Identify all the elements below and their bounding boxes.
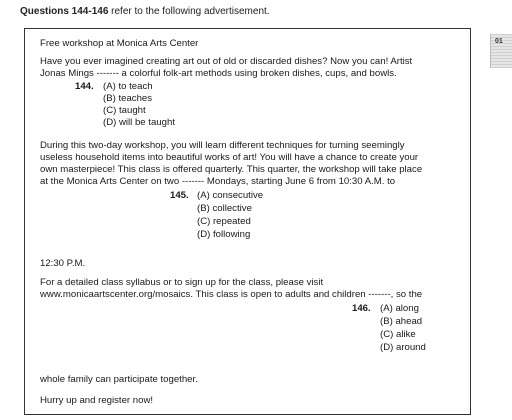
ad-paragraph-2-line-4: at the Monica Arts Center on two ------- Mondays, starting June 6 from 10:30 A.M. to (40, 176, 396, 187)
q146-option-d[interactable]: (D) around (380, 342, 426, 353)
ad-paragraph-4: whole family can participate together. (40, 374, 198, 385)
page-tab (490, 34, 512, 68)
q146-option-c[interactable]: (C) alike (380, 329, 416, 340)
ad-paragraph-1-line-1: Have you ever imagined creating art out of old or discarded dishes? Now you can! Artist (40, 56, 413, 67)
ad-closing: Hurry up and register now! (40, 395, 154, 406)
q144-option-b[interactable]: (B) teaches (103, 93, 153, 104)
ad-paragraph-2-line-2: useless household items into beautiful works of art! You will have a chance to create your (40, 152, 419, 163)
q145-number: 145. (170, 190, 189, 201)
q144-number: 144. (75, 81, 94, 92)
page-tab-label: 01 (495, 38, 503, 45)
question-range: Questions 144-146 (20, 6, 109, 17)
q146-option-a[interactable]: (A) along (380, 303, 419, 314)
question-instruction: refer to the following advertisement. (111, 6, 270, 17)
q146-option-b[interactable]: (B) ahead (380, 316, 423, 327)
q145-option-b[interactable]: (B) collective (197, 203, 252, 214)
q145-option-a[interactable]: (A) consecutive (197, 190, 264, 201)
question-header (20, 6, 270, 17)
ad-paragraph-3-line-1: For a detailed class syllabus or to sign up for the class, please visit (40, 277, 324, 288)
ad-paragraph-3-line-2: www.monicaartscenter.org/mosaics. This class is open to adults and children -------, so the (40, 289, 423, 300)
q145-option-d[interactable]: (D) following (197, 229, 251, 240)
ad-paragraph-2-line-3: own masterpiece! This class is offered quarterly. This quarter, the workshop will take place (40, 164, 423, 175)
q146-number: 146. (352, 303, 371, 314)
q144-option-a[interactable]: (A) to teach (103, 81, 153, 92)
ad-title: Free workshop at Monica Arts Center (40, 38, 199, 49)
q145-option-c[interactable]: (C) repeated (197, 216, 251, 227)
ad-time-end: 12:30 P.M. (40, 258, 86, 269)
ad-paragraph-2-line-1: During this two-day workshop, you will learn different techniques for turning seemingly (40, 140, 405, 151)
q144-option-c[interactable]: (C) taught (103, 105, 146, 116)
q144-option-d[interactable]: (D) will be taught (103, 117, 175, 128)
ad-paragraph-1-line-2: Jonas Mings ------- a colorful folk-art methods using broken dishes, cups, and bowls. (40, 68, 397, 79)
